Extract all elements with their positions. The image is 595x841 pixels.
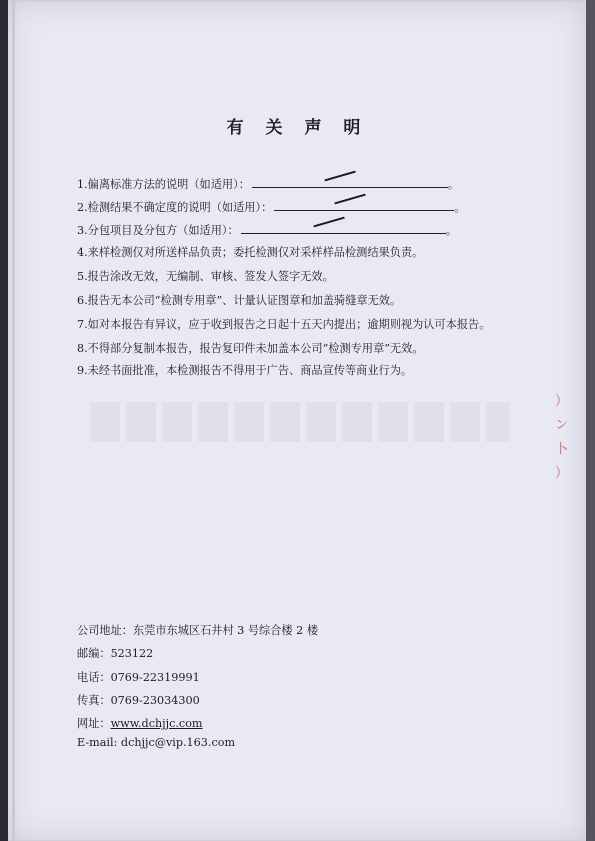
statement-suffix: 。 [447, 178, 460, 191]
company-address: 公司地址：东莞市东城区石井村 3 号综合楼 2 楼 [77, 624, 319, 637]
blank-line [274, 199, 454, 211]
website-row [77, 715, 203, 731]
postcode: 邮编：523122 [77, 647, 154, 660]
bleed-through-text [90, 402, 510, 442]
statement-3 [77, 222, 457, 238]
statement-text: 3.分包项目及分包方（如适用）： [77, 224, 239, 237]
blank-line [252, 176, 448, 188]
website-link[interactable]: www.dchjjc.com [110, 717, 203, 730]
phone: 电话：0769-22319991 [77, 671, 200, 684]
stamp-glyph: ン [555, 418, 569, 433]
fax: 传真：0769-23034300 [77, 694, 200, 707]
statement-text: 1.偏离标准方法的说明（如适用）： [77, 178, 250, 191]
stamp-glyph: ） [555, 466, 569, 481]
email[interactable]: E-mail: dchjjc@vip.163.com [77, 736, 236, 749]
statement-suffix: 。 [445, 224, 457, 237]
page-title: 有 关 声 明 [226, 118, 369, 138]
statement-text: 2.检测结果不确定度的说明（如适用）： [77, 201, 273, 214]
blank-line [241, 222, 446, 234]
statement-8: 8.不得部分复制本报告，报告复印件未加盖本公司“检测专用章”无效。 [77, 342, 424, 355]
website-label: 网址： [77, 717, 111, 730]
statement-1 [77, 176, 459, 192]
statement-5: 5.报告涂改无效，无编制、审核、签发人签字无效。 [77, 270, 334, 283]
statement-9: 9.未经书面批准，本检测报告不得用于广告、商品宣传等商业行为。 [77, 364, 413, 377]
stamp-glyph: 卜 [555, 442, 569, 457]
statement-6: 6.报告无本公司“检测专用章”、计量认证图章和加盖骑缝章无效。 [77, 294, 402, 307]
statement-suffix: 。 [454, 201, 466, 214]
statement-7: 7.如对本报告有异议，应于收到报告之日起十五天内提出；逾期则视为认可本报告。 [77, 318, 491, 331]
statement-2 [77, 199, 465, 215]
stamp-glyph: ） [555, 394, 569, 409]
red-seal-stamp [555, 390, 581, 510]
statement-4: 4.来样检测仅对所送样品负责；委托检测仅对采样样品检测结果负责。 [77, 246, 424, 259]
